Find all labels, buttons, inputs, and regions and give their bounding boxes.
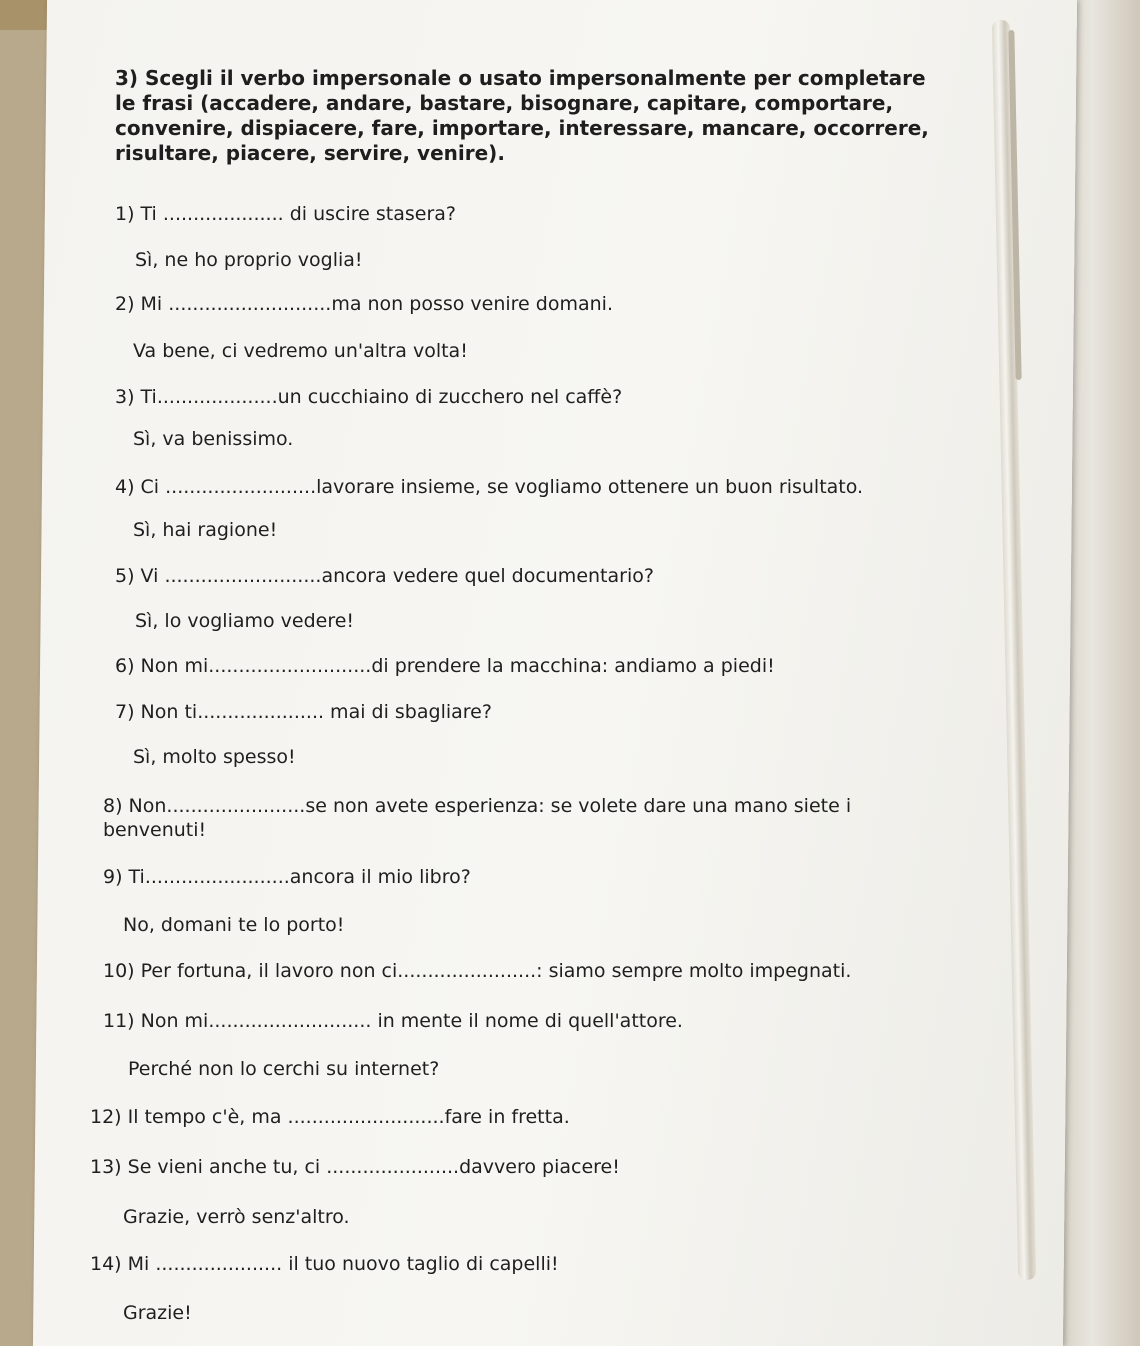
question-3: 3) Ti....................un cucchiaino di zucchero nel caffè? xyxy=(115,386,623,408)
answer-1: Sì, ne ho proprio voglia! xyxy=(135,249,363,271)
answer-14: Grazie! xyxy=(123,1302,192,1324)
answer-3: Sì, va benissimo. xyxy=(133,428,294,450)
answer-11: Perché non lo cerchi su internet? xyxy=(128,1058,440,1080)
question-7: 7) Non ti..................... mai di sbagliare? xyxy=(115,701,492,723)
question-2: 2) Mi ...........................ma non posso venire domani. xyxy=(115,293,613,315)
answer-4: Sì, hai ragione! xyxy=(133,519,278,541)
answer-7: Sì, molto spesso! xyxy=(133,746,296,768)
question-11: 11) Non mi........................... in mente il nome di quell'attore. xyxy=(103,1010,683,1032)
answer-2: Va bene, ci vedremo un'altra volta! xyxy=(133,340,468,362)
question-6: 6) Non mi...........................di prendere la macchina: andiamo a piedi! xyxy=(115,655,775,677)
question-5: 5) Vi ..........................ancora vedere quel documentario? xyxy=(115,565,654,587)
question-8: 8) Non.......................se non avete esperienza: se volete dare una mano siete i benvenuti! xyxy=(103,795,852,841)
question-12: 12) Il tempo c'è, ma ..........................fare in fretta. xyxy=(90,1106,570,1128)
question-14: 14) Mi ..................... il tuo nuovo taglio di capelli! xyxy=(90,1253,559,1275)
question-10: 10) Per fortuna, il lavoro non ci.......................: siamo sempre molto impegnati. xyxy=(103,960,852,982)
question-1: 1) Ti .................... di uscire stasera? xyxy=(115,203,456,225)
answer-5: Sì, lo vogliamo vedere! xyxy=(135,610,355,632)
question-13: 13) Se vieni anche tu, ci ......................davvero piacere! xyxy=(90,1156,620,1178)
exercise-instruction: 3) Scegli il verbo impersonale o usato impersonalmente per completare le frasi (accadere, andare, bastare, bisognare, capitare, comportare, convenire, dispiacere, fare, importare, interessare, mancare, occorrere, risultare, piacere, servire, venire). xyxy=(115,66,929,165)
question-9: 9) Ti........................ancora il mio libro? xyxy=(103,866,471,888)
question-4: 4) Ci .........................lavorare insieme, se vogliamo ottenere un buon risultato. xyxy=(115,476,864,498)
answer-13: Grazie, verrò senz'altro. xyxy=(123,1206,350,1228)
answer-9: No, domani te lo porto! xyxy=(123,914,345,936)
